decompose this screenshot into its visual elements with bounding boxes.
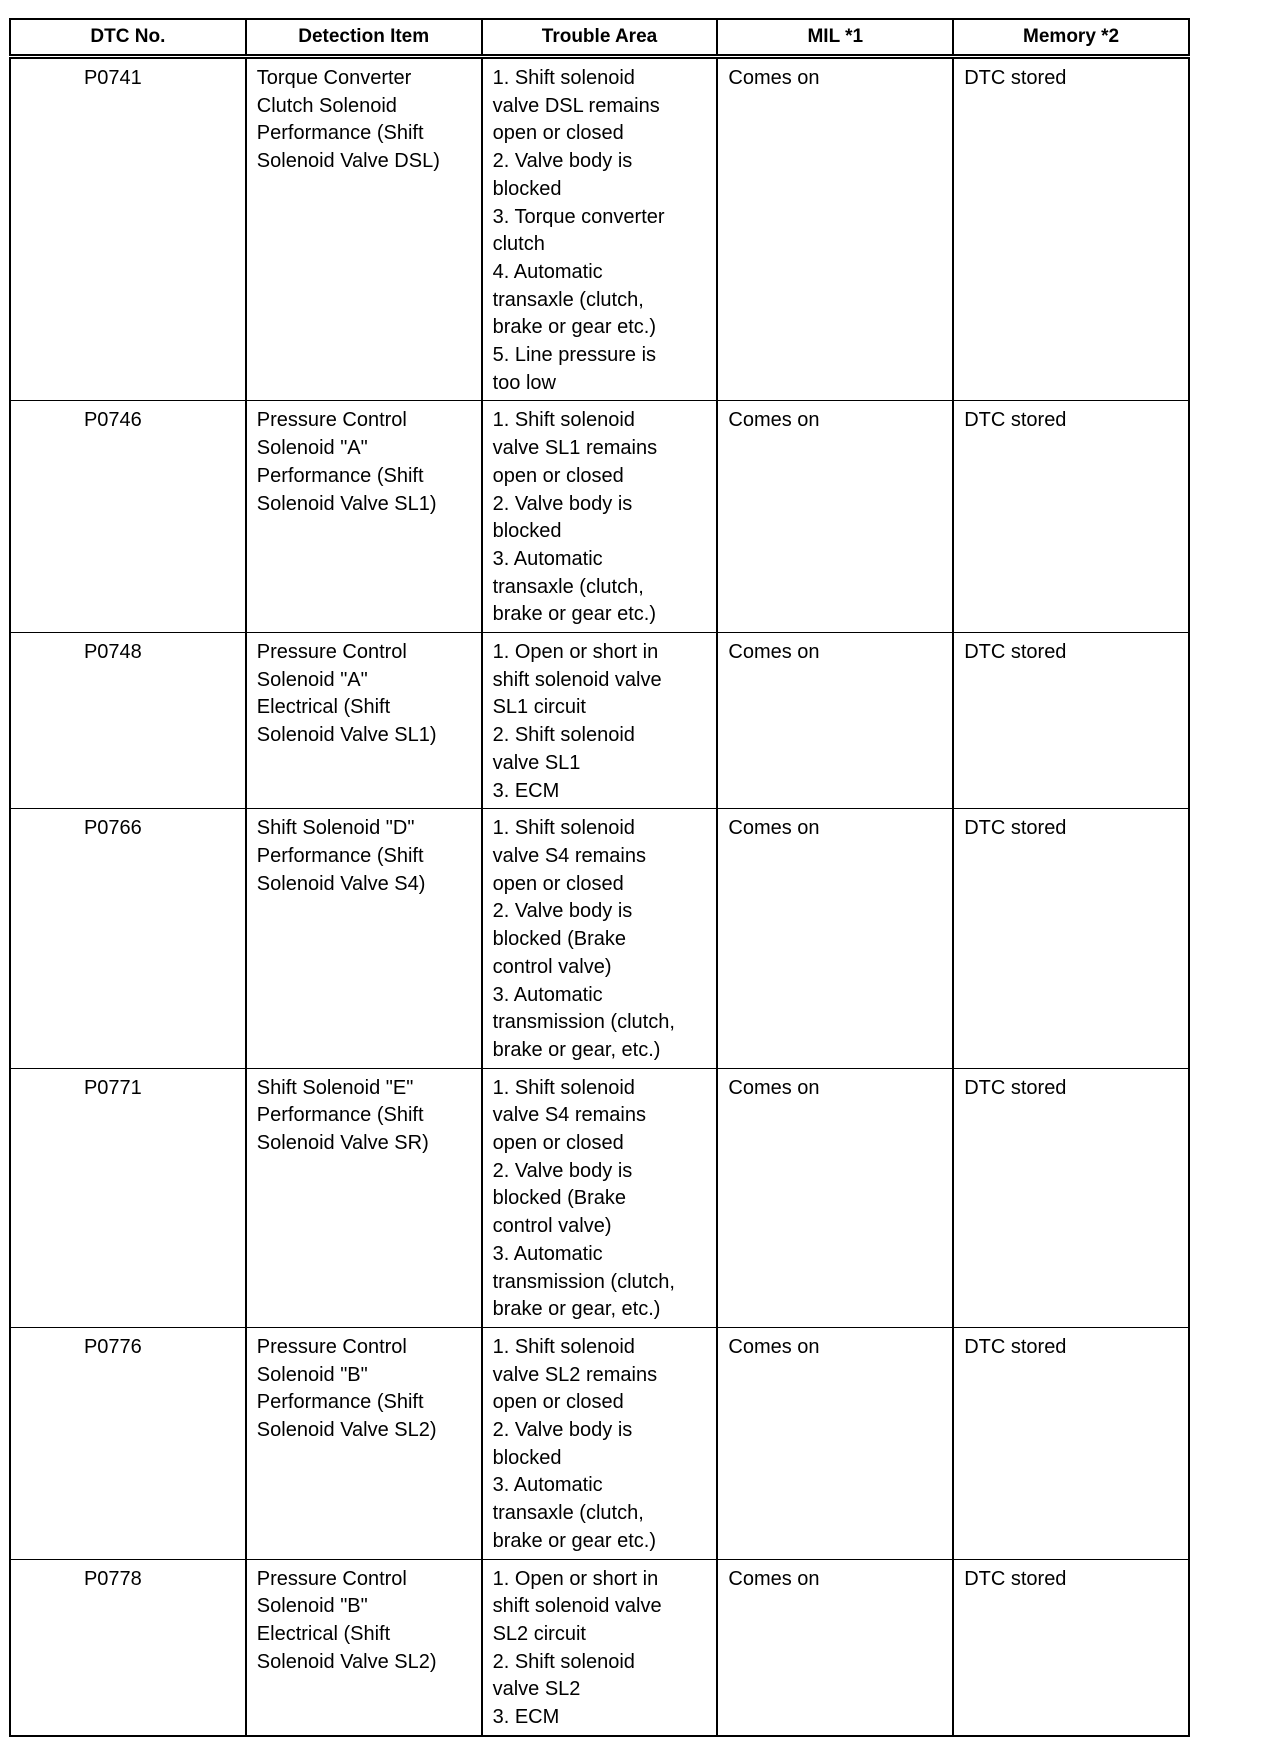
trouble-area-line: blocked (492, 1446, 562, 1469)
trouble-area-line: valve DSL remains (492, 94, 660, 117)
dtc-code-cell: P0748 (10, 633, 246, 809)
detection-item-line: Performance (Shift (256, 844, 424, 867)
detection-item-line: Solenoid "B" (256, 1363, 368, 1386)
trouble-area-line: 4. Automatic (492, 260, 603, 283)
detection-item-line: Performance (Shift (256, 1391, 424, 1414)
mil-cell: Comes on (717, 809, 953, 1068)
dtc-code-cell: P0771 (10, 1068, 246, 1327)
trouble-area-line: blocked (Brake (492, 1187, 626, 1210)
detection-item-line: Solenoid "A" (256, 437, 368, 460)
trouble-area-line: brake or gear etc.) (492, 603, 657, 626)
trouble-area-cell (482, 1559, 718, 1736)
trouble-area-cell (482, 57, 718, 401)
memory-cell: DTC stored (953, 401, 1189, 633)
trouble-area-line: blocked (492, 520, 562, 543)
trouble-area-line: 2. Shift solenoid (492, 724, 635, 747)
mil-cell: Comes on (717, 633, 953, 809)
detection-item-line: Pressure Control (256, 409, 407, 432)
trouble-area-line: open or closed (492, 872, 624, 895)
trouble-area-cell (482, 633, 718, 809)
table-body (10, 57, 1189, 1736)
trouble-area-line: 3. Automatic (492, 983, 603, 1006)
trouble-area-cell (482, 1068, 718, 1327)
trouble-area-line: 3. ECM (492, 779, 560, 802)
trouble-area-line: 1. Shift solenoid (492, 67, 635, 89)
dtc-code-cell: P0776 (10, 1327, 246, 1559)
mil-cell: Comes on (717, 401, 953, 633)
mil-cell: Comes on (717, 57, 953, 401)
trouble-area-line: 3. Automatic (492, 1474, 603, 1497)
trouble-area-line: open or closed (492, 1132, 624, 1155)
header-dtc-no: DTC No. (10, 19, 246, 57)
trouble-area-line: blocked (492, 177, 562, 200)
table-row (10, 1327, 1189, 1559)
trouble-area-line: brake or gear, etc.) (492, 1298, 661, 1321)
trouble-area-line: 1. Shift solenoid (492, 817, 635, 840)
trouble-area-line: valve SL2 (492, 1678, 581, 1701)
table-row (10, 809, 1189, 1068)
detection-item-cell (246, 401, 482, 633)
mil-cell: Comes on (717, 1327, 953, 1559)
trouble-area-line: 2. Valve body is (492, 1419, 633, 1442)
detection-item-line: Pressure Control (256, 1567, 407, 1590)
trouble-area-cell (482, 809, 718, 1068)
trouble-area-line: valve S4 remains (492, 844, 646, 867)
trouble-area-line: SL1 circuit (492, 696, 586, 719)
detection-item-line: Solenoid Valve SL1) (256, 724, 437, 747)
trouble-area-line: 2. Shift solenoid (492, 1650, 635, 1673)
trouble-area-line: 1. Open or short in (492, 641, 659, 664)
detection-item-line: Solenoid Valve SL1) (256, 492, 437, 515)
dtc-code-cell: P0766 (10, 809, 246, 1068)
trouble-area-line: valve SL2 remains (492, 1363, 658, 1386)
dtc-code-cell: P0746 (10, 401, 246, 633)
trouble-area-line: blocked (Brake (492, 928, 626, 951)
table-row (10, 633, 1189, 809)
header-trouble-area: Trouble Area (482, 19, 718, 57)
trouble-area-cell (482, 1327, 718, 1559)
trouble-area-line: 1. Open or short in (492, 1567, 659, 1590)
trouble-area-line: 2. Valve body is (492, 492, 633, 515)
trouble-area-line: brake or gear etc.) (492, 316, 657, 339)
trouble-area-cell (482, 401, 718, 633)
trouble-area-line: valve SL1 (492, 751, 581, 774)
trouble-area-line: 1. Shift solenoid (492, 1076, 635, 1099)
trouble-area-line: 1. Shift solenoid (492, 1335, 635, 1358)
trouble-area-line: transaxle (clutch, (492, 575, 644, 598)
detection-item-line: Performance (Shift (256, 122, 424, 145)
detection-item-line: Clutch Solenoid (256, 94, 397, 117)
trouble-area-line: brake or gear, etc.) (492, 1038, 661, 1061)
detection-item-line: Electrical (Shift (256, 1622, 391, 1645)
trouble-area-line: 3. Automatic (492, 547, 603, 570)
trouble-area-line: open or closed (492, 122, 624, 145)
trouble-area-line: transaxle (clutch, (492, 1502, 644, 1525)
trouble-area-line: clutch (492, 233, 545, 256)
detection-item-cell (246, 633, 482, 809)
detection-item-line: Solenoid Valve SL2) (256, 1419, 437, 1442)
trouble-area-line: SL2 circuit (492, 1622, 586, 1645)
detection-item-line: Solenoid Valve S4) (256, 872, 426, 895)
memory-cell: DTC stored (953, 1327, 1189, 1559)
header-mil: MIL *1 (717, 19, 953, 57)
trouble-area-line: transaxle (clutch, (492, 288, 644, 311)
detection-item-cell (246, 1559, 482, 1736)
trouble-area-line: transmission (clutch, (492, 1270, 675, 1293)
detection-item-line: Electrical (Shift (256, 696, 391, 719)
header-memory: Memory *2 (953, 19, 1189, 57)
dtc-table (9, 18, 1190, 1737)
detection-item-line: Pressure Control (256, 641, 407, 664)
trouble-area-line: control valve) (492, 1215, 612, 1238)
detection-item-line: Pressure Control (256, 1335, 407, 1358)
detection-item-line: Performance (Shift (256, 464, 424, 487)
trouble-area-line: 2. Valve body is (492, 150, 633, 173)
detection-item-line: Shift Solenoid "E" (256, 1076, 414, 1099)
mil-cell: Comes on (717, 1068, 953, 1327)
memory-cell: DTC stored (953, 633, 1189, 809)
table-row (10, 401, 1189, 633)
trouble-area-line: 1. Shift solenoid (492, 409, 635, 432)
detection-item-line: Solenoid "A" (256, 668, 368, 691)
detection-item-line: Solenoid Valve DSL) (256, 150, 440, 173)
trouble-area-line: 3. ECM (492, 1706, 560, 1729)
table-row (10, 1559, 1189, 1736)
memory-cell: DTC stored (953, 1068, 1189, 1327)
trouble-area-line: valve S4 remains (492, 1104, 646, 1127)
trouble-area-line: transmission (clutch, (492, 1011, 675, 1034)
memory-cell: DTC stored (953, 57, 1189, 401)
trouble-area-line: brake or gear etc.) (492, 1529, 657, 1552)
memory-cell: DTC stored (953, 1559, 1189, 1736)
detection-item-line: Solenoid Valve SL2) (256, 1650, 437, 1673)
trouble-area-line: open or closed (492, 464, 624, 487)
table-header (10, 19, 1189, 57)
trouble-area-line: 5. Line pressure is (492, 344, 657, 367)
trouble-area-line: shift solenoid valve (492, 668, 662, 691)
detection-item-line: Shift Solenoid "D" (256, 817, 415, 840)
mil-cell: Comes on (717, 1559, 953, 1736)
trouble-area-line: shift solenoid valve (492, 1595, 662, 1618)
table-row (10, 1068, 1189, 1327)
detection-item-cell (246, 57, 482, 401)
trouble-area-line: valve SL1 remains (492, 437, 658, 460)
trouble-area-line: 2. Valve body is (492, 900, 633, 923)
detection-item-cell (246, 809, 482, 1068)
detection-item-line: Torque Converter (256, 67, 412, 89)
trouble-area-line: too low (492, 371, 556, 394)
dtc-code-cell: P0741 (10, 57, 246, 401)
detection-item-line: Solenoid Valve SR) (256, 1132, 429, 1155)
trouble-area-line: open or closed (492, 1391, 624, 1414)
trouble-area-line: 3. Torque converter (492, 205, 665, 228)
detection-item-cell (246, 1327, 482, 1559)
table-row (10, 57, 1189, 401)
trouble-area-line: 2. Valve body is (492, 1159, 633, 1182)
detection-item-line: Performance (Shift (256, 1104, 424, 1127)
memory-cell: DTC stored (953, 809, 1189, 1068)
detection-item-cell (246, 1068, 482, 1327)
detection-item-line: Solenoid "B" (256, 1595, 368, 1618)
trouble-area-line: control valve) (492, 955, 612, 978)
dtc-code-cell: P0778 (10, 1559, 246, 1736)
trouble-area-line: 3. Automatic (492, 1242, 603, 1265)
header-row (10, 19, 1189, 57)
header-detection-item: Detection Item (246, 19, 482, 57)
